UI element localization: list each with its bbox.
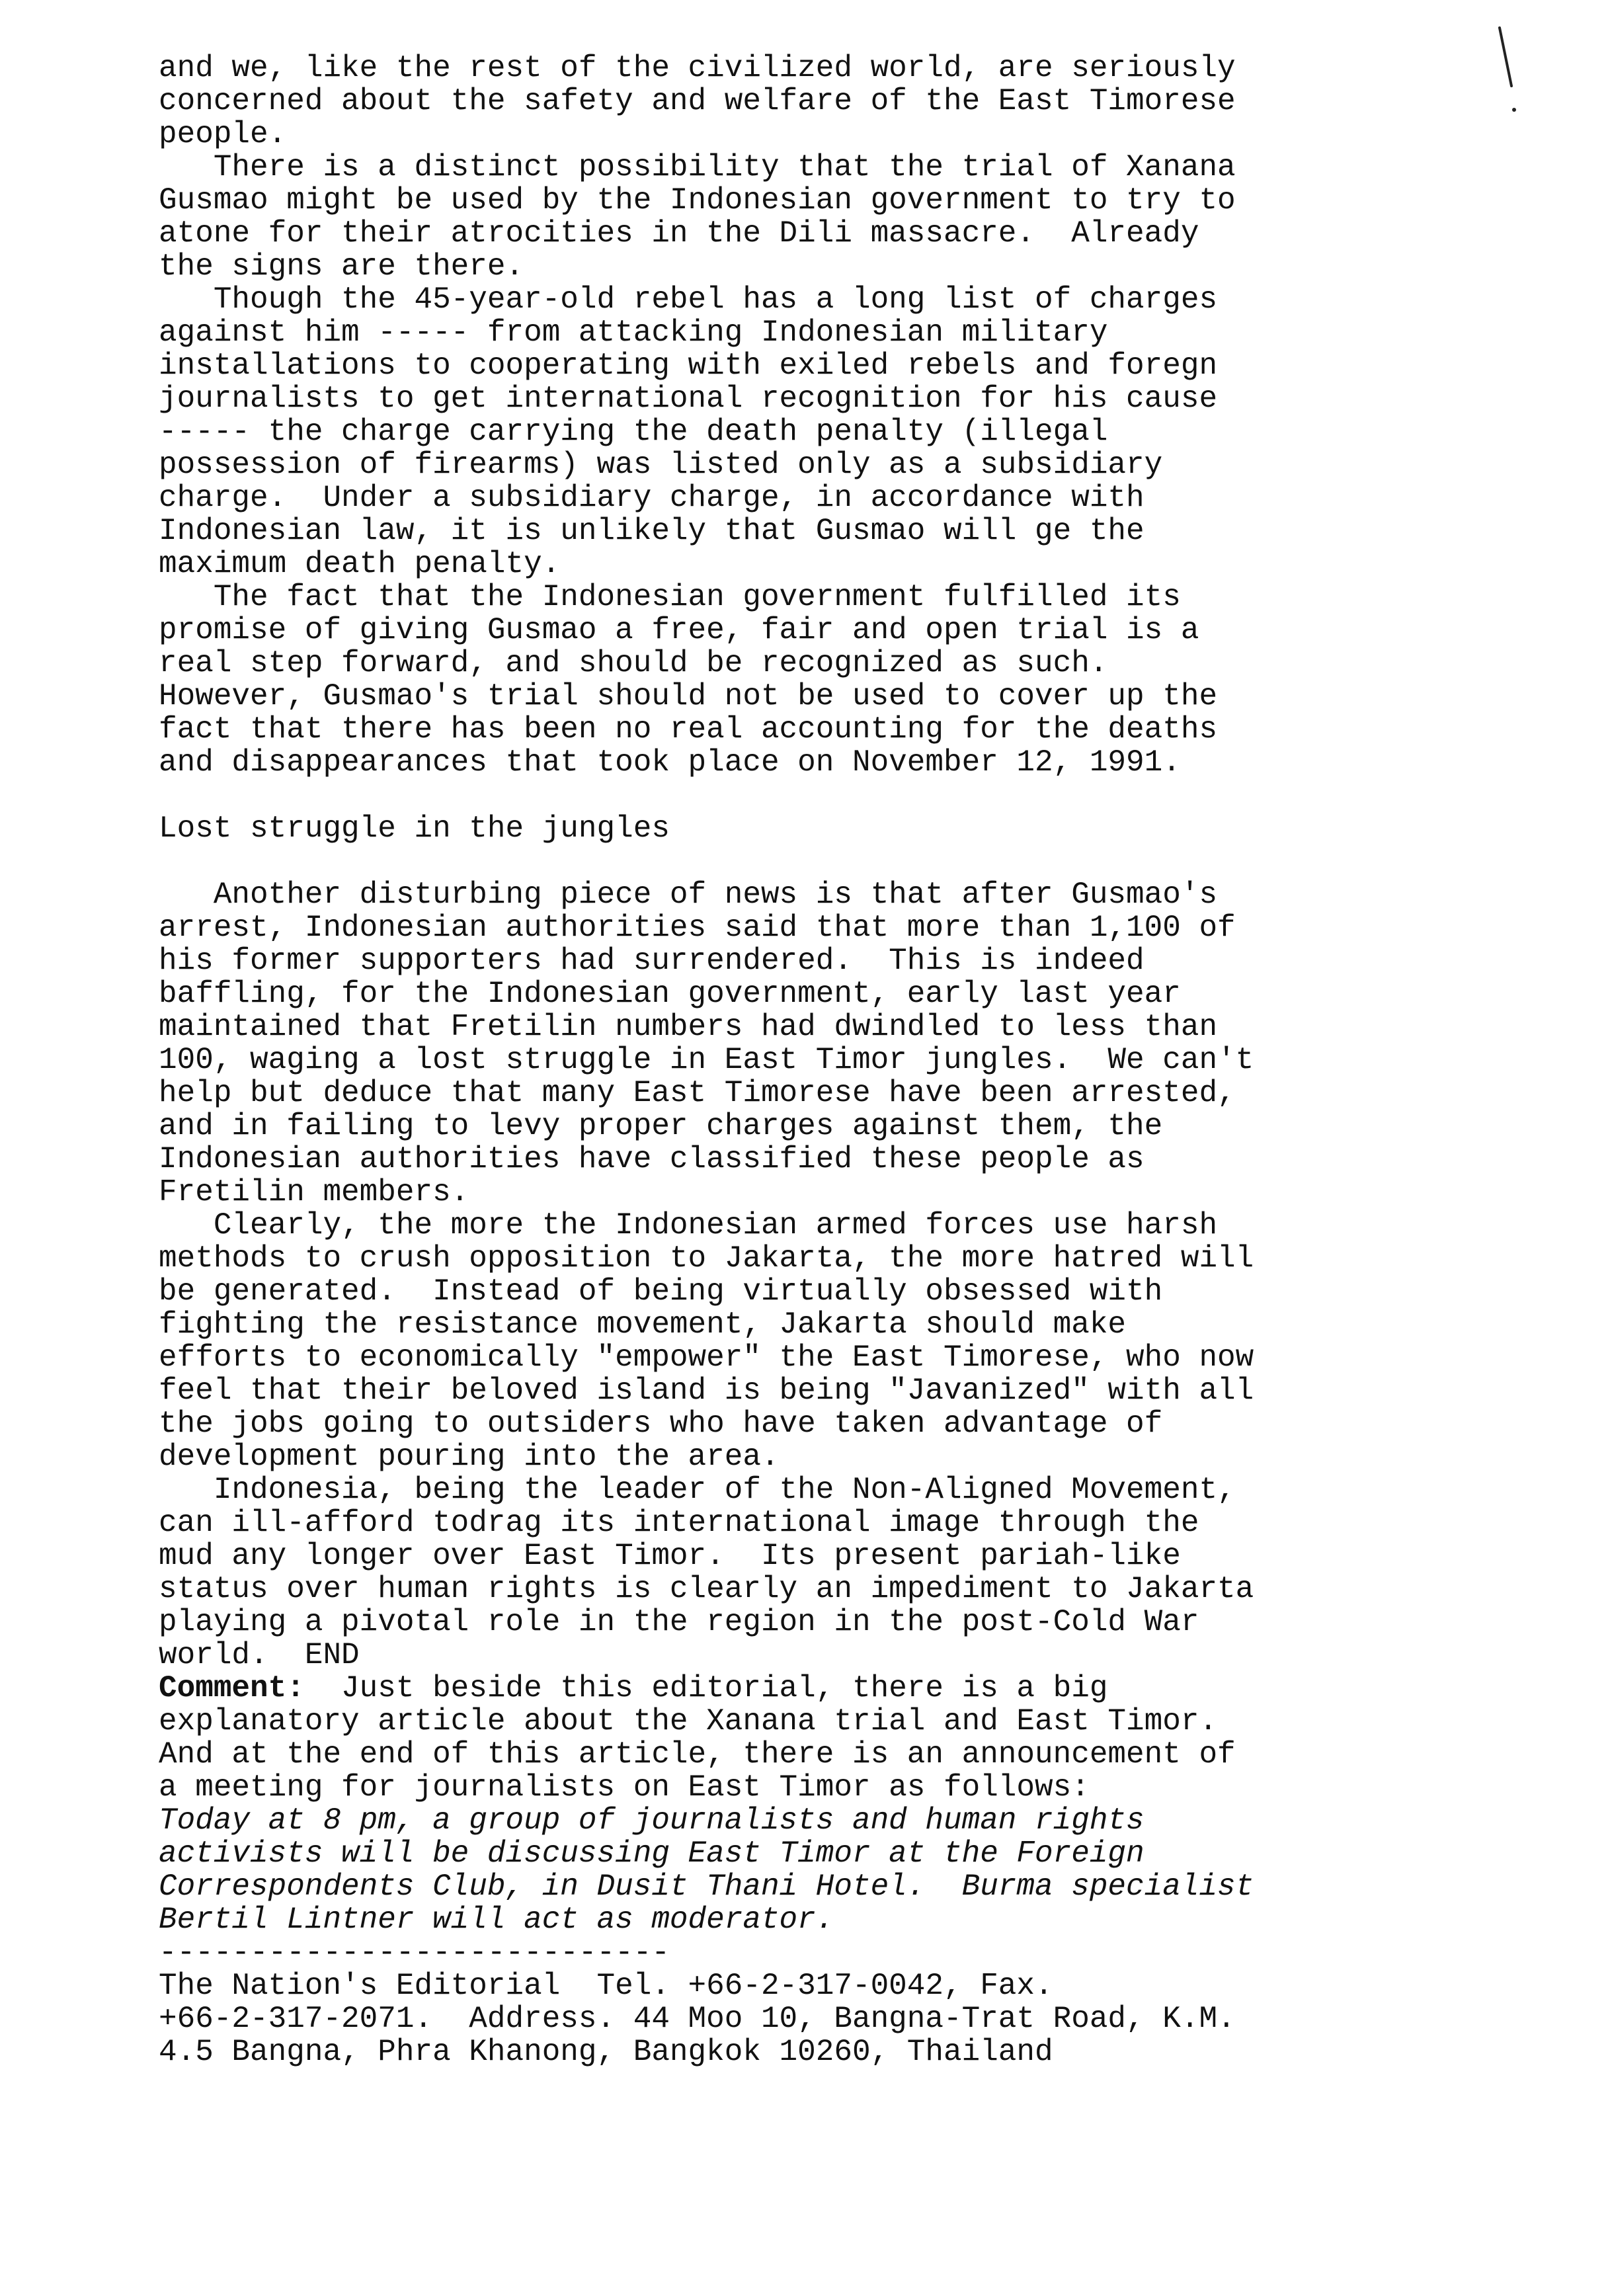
blank-line [159, 779, 1521, 812]
announcement-line: Correspondents Club, in Dusit Thani Hotel. Burma specialist [159, 1869, 1254, 1904]
paragraph-surrender [159, 878, 1521, 1209]
text-line: concerned about the safety and welfare of the East Timorese [159, 84, 1236, 118]
text-line: the signs are there. [159, 249, 524, 284]
text-line: And at the end of this article, there is an announcement of [159, 1737, 1236, 1772]
footer-contact-line: 4.5 Bangna, Phra Khanong, Bangkok 10260, Thailand [159, 2035, 1053, 2069]
announcement-line: Bertil Lintner will act as moderator. [159, 1903, 834, 1937]
text-line: promise of giving Gusmao a free, fair and open trial is a [159, 613, 1199, 647]
text-line: Fretilin members. [159, 1175, 469, 1210]
paragraph-non-aligned [159, 1473, 1521, 1672]
text-line: Though the 45-year-old rebel has a long list of charges [159, 282, 1218, 317]
text-line: However, Gusmao's trial should not be used to cover up the [159, 679, 1218, 714]
text-line: Gusmao might be used by the Indonesian government to try to [159, 183, 1236, 218]
text-line: There is a distinct possibility that the trial of Xanana [159, 150, 1236, 184]
text-line: and in failing to levy proper charges against them, the [159, 1109, 1163, 1143]
text-line: 100, waging a lost struggle in East Timor jungles. We can't [159, 1043, 1254, 1077]
text-line: efforts to economically "empower" the East Timorese, who now [159, 1340, 1254, 1375]
announcement-line: Today at 8 pm, a group of journalists and human rights [159, 1803, 1145, 1838]
blank-line [159, 845, 1521, 878]
paragraph-concern [159, 52, 1521, 151]
text-line: maintained that Fretilin numbers had dwindled to less than [159, 1010, 1218, 1044]
text-line: development pouring into the area. [159, 1440, 780, 1474]
comment-first-line [159, 1672, 1521, 1705]
text-line: explanatory article about the Xanana trial and East Timor. [159, 1704, 1218, 1739]
text-line: Indonesian authorities have classified these people as [159, 1142, 1145, 1176]
text-line: fighting the resistance movement, Jakarta should make [159, 1307, 1127, 1342]
paragraph-trial-possibility [159, 151, 1521, 283]
text-line: possession of firearms) was listed only as a subsidiary [159, 448, 1163, 482]
footer-separator: ---------------------------- [159, 1936, 670, 1970]
text-line: methods to crush opposition to Jakarta, the more hatred will [159, 1241, 1254, 1276]
text-line: and we, like the rest of the civilized world, are seriously [159, 51, 1236, 85]
text-line: can ill-afford todrag its international image through the [159, 1506, 1199, 1540]
text-line: atone for their atrocities in the Dili massacre. Already [159, 216, 1199, 251]
text-line: ----- the charge carrying the death penalty (illegal [159, 415, 1108, 449]
announcement-line: activists will be discussing East Timor at the Foreign [159, 1836, 1145, 1871]
paragraph-harsh-methods [159, 1209, 1521, 1473]
text-line: baffling, for the Indonesian government, early last year [159, 977, 1181, 1011]
text-line: people. [159, 117, 287, 151]
footer-contact-line: The Nation's Editorial Tel. +66-2-317-0042, Fax. [159, 1969, 1053, 2003]
text-line: against him ----- from attacking Indonesian military [159, 315, 1108, 350]
text-line: Indonesian law, it is unlikely that Gusmao will ge the [159, 514, 1145, 548]
text-line: charge. Under a subsidiary charge, in accordance with [159, 481, 1145, 515]
text-line: maximum death penalty. [159, 547, 561, 581]
comment-text: Just beside this editorial, there is a big [304, 1671, 1108, 1705]
section-subheading: Lost struggle in the jungles [159, 811, 670, 846]
text-line: arrest, Indonesian authorities said that more than 1,100 of [159, 911, 1236, 945]
paragraph-fair-trial [159, 581, 1521, 779]
text-line: playing a pivotal role in the region in the post-Cold War [159, 1605, 1199, 1639]
text-line: The fact that the Indonesian government fulfilled its [159, 580, 1181, 614]
text-line: the jobs going to outsiders who have taken advantage of [159, 1407, 1163, 1441]
text-line: real step forward, and should be recognized as such. [159, 646, 1108, 680]
comment-block [159, 1672, 1521, 1936]
text-line: Indonesia, being the leader of the Non-Aligned Movement, [159, 1473, 1236, 1507]
paragraph-charges [159, 283, 1521, 581]
text-line: fact that there has been no real accounting for the deaths [159, 712, 1218, 747]
text-line: Clearly, the more the Indonesian armed forces use harsh [159, 1208, 1218, 1243]
text-line: a meeting for journalists on East Timor as follows: [159, 1770, 1090, 1805]
text-line: installations to cooperating with exiled rebels and foregn [159, 348, 1218, 383]
text-line: status over human rights is clearly an impediment to Jakarta [159, 1572, 1254, 1606]
comment-label: Comment: [159, 1671, 305, 1705]
text-line: be generated. Instead of being virtually obsessed with [159, 1274, 1163, 1309]
footer-contact-line: +66-2-317-2071. Address. 44 Moo 10, Bangna-Trat Road, K.M. [159, 2002, 1236, 2036]
text-line: and disappearances that took place on November 12, 1991. [159, 745, 1181, 780]
text-line: mud any longer over East Timor. Its present pariah-like [159, 1539, 1181, 1573]
footer-block [159, 1936, 1521, 2069]
text-line: his former supporters had surrendered. This is indeed [159, 944, 1145, 978]
text-line: feel that their beloved island is being "Javanized" with all [159, 1374, 1254, 1408]
text-line: journalists to get international recognition for his cause [159, 382, 1218, 416]
editorial-page [159, 52, 1521, 2069]
text-line: Another disturbing piece of news is that after Gusmao's [159, 878, 1218, 912]
text-line: world. END [159, 1638, 360, 1672]
text-line: help but deduce that many East Timorese have been arrested, [159, 1076, 1236, 1110]
